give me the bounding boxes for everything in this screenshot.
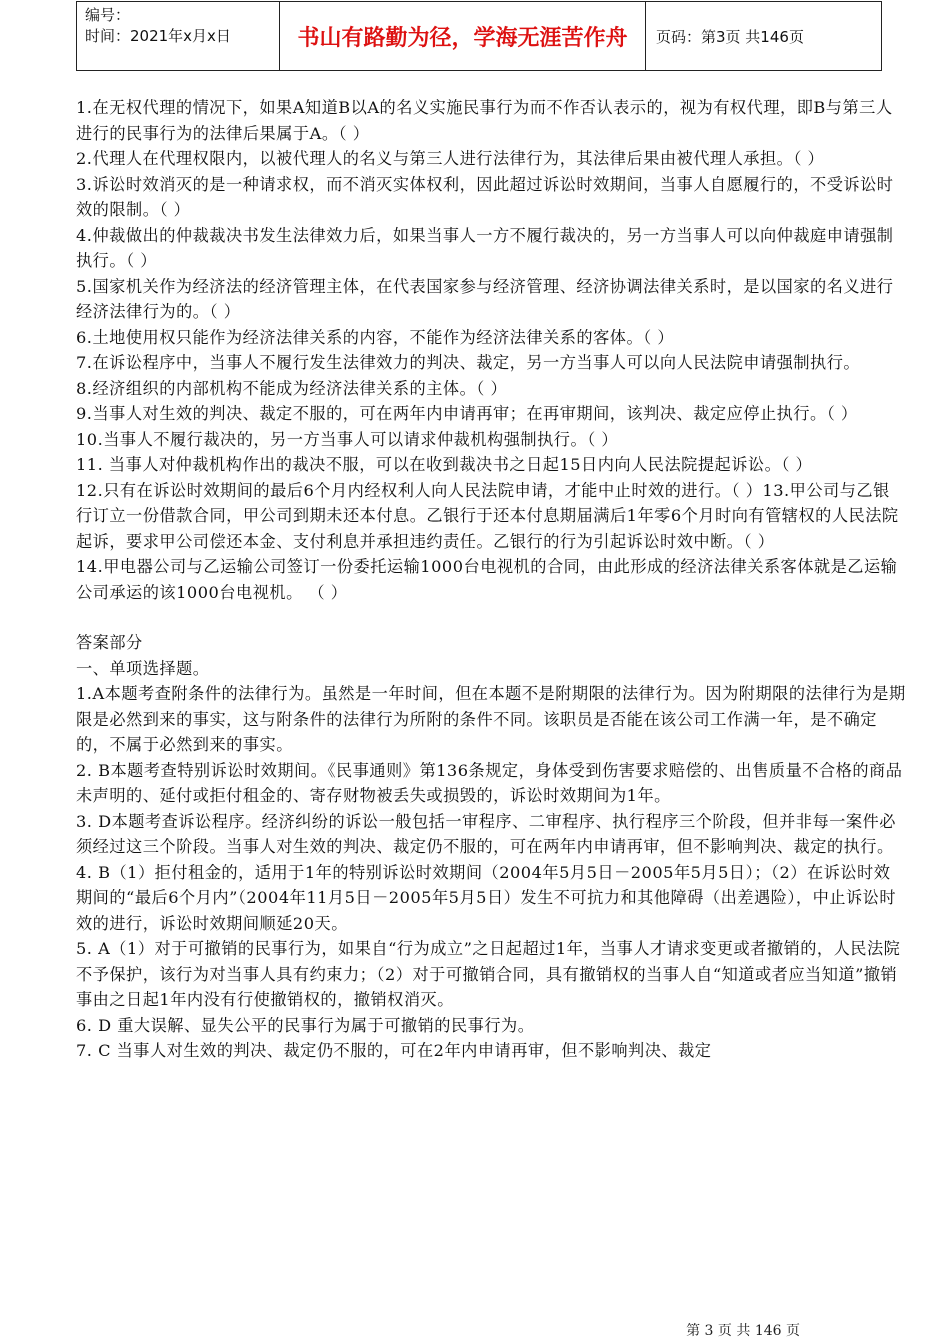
question-10: 10.当事人不履行裁决的，另一方当事人可以请求仲裁机构强制执行。（ ）: [76, 429, 619, 449]
question-11: 11. 当事人对仲裁机构作出的裁决不服，可以在收到裁决书之日起15日内向人民法院提起诉讼。（ ）: [76, 455, 813, 474]
header-page-info: 页码：第3页 共146页: [656, 27, 804, 46]
answer-6: 6. D 重大误解、显失公平的民事行为属于可撤销的民事行为。: [76, 1015, 535, 1035]
answers-title: 答案部分: [76, 633, 143, 652]
document-body: [76, 95, 906, 1064]
page-header: [76, 1, 882, 71]
question-9: 9.当事人对生效的判决、裁定不服的，可在两年内申请再审；在再审期间，该判决、裁定应停止执行。（ ）: [76, 404, 858, 423]
question-7: 7.在诉讼程序中，当事人不履行发生法律效力的判决、裁定，另一方当事人可以向人民法院申请强制执行。: [76, 353, 861, 372]
answer-3: 3. D本题考查诉讼程序。经济纠纷的诉讼一般包括一审程序、二审程序、执行程序三个阶段，但并非每一案件必须经过这三个阶段。当事人对生效的判决、裁定仍不服的，可在两年内申请再审，但不影响判决、裁定的执行。: [76, 811, 896, 856]
header-motto: 书山有路勤为径，学海无涯苦作舟: [280, 2, 646, 70]
question-2: 2.代理人在代理权限内，以被代理人的名义与第三人进行法律行为，其法律后果由被代理人承担。（ ）: [76, 149, 825, 168]
section-gap: [76, 605, 906, 630]
answer-7: 7. C 当事人对生效的判决、裁定仍不服的，可在2年内申请再审，但不影响判决、裁定: [76, 1041, 712, 1060]
answer-4: 4. B（1）拒付租金的，适用于1年的特别诉讼时效期间（2004年5月5日－2005年5月5日）；（2）在诉讼时效期间的“最后6个月内”（2004年11月5日－2005年5月5日）发生不可抗力和其他障碍（出差遇险），中止诉讼时效的进行，诉讼时效期间顺延20天。: [76, 862, 897, 933]
question-6: 6.土地使用权只能作为经济法律关系的内容，不能作为经济法律关系的客体。（ ）: [76, 327, 675, 347]
question-14: 14.甲电器公司与乙运输公司签订一份委托运输1000台电视机的合同，由此形成的经济法律关系客体就是乙运输公司承运的该1000台电视机。 （ ）: [76, 557, 898, 602]
question-4: 4.仲裁做出的仲裁裁决书发生法律效力后，如果当事人一方不履行裁决的，另一方当事人可以向仲裁庭申请强制执行。（ ）: [76, 225, 894, 270]
question-3: 3.诉讼时效消灭的是一种请求权，而不消灭实体权利，因此超过诉讼时效期间，当事人自愿履行的，不受诉讼时效的限制。（ ）: [76, 174, 894, 219]
question-8: 8.经济组织的内部机构不能成为经济法律关系的主体。（ ）: [76, 378, 508, 398]
answer-1: 1.A本题考查附条件的法律行为。虽然是一年时间，但在本题不是附期限的法律行为。因为附期限的法律行为是期限是必然到来的事实，这与附条件的法律行为所附的条件不同。该职员是否能在该公司工作满一年，是不确定的，不属于必然到来的事实。: [76, 684, 906, 754]
date-label: 时间：2021年x月x日: [85, 27, 231, 45]
header-meta: [77, 2, 280, 70]
question-12-13: 12.只有在诉讼时效期间的最后6个月内经权利人向人民法院申请，才能中止时效的进行。（ ）13.甲公司与乙银行订立一份借款合同，甲公司到期未还本付息。乙银行于还本付息期届满后1年零6个月时向有管辖权的人民法院起诉，要求甲公司偿还本金、支付利息并承担违约责任。乙银行的行为引起诉讼时效中断。（ ）: [76, 480, 899, 551]
question-1: 1.在无权代理的情况下，如果A知道B以A的名义实施民事行为而不作否认表示的，视为有权代理，即B与第三人进行的民事行为的法律后果属于A。（ ）: [76, 98, 893, 143]
page-footer: 第 3 页 共 146 页: [686, 1323, 800, 1339]
answers-section-heading: 一、单项选择题。: [76, 658, 210, 678]
question-5: 5.国家机关作为经济法的经济管理主体，在代表国家参与经济管理、经济协调法律关系时，是以国家的名义进行经济法律行为的。（ ）: [76, 276, 894, 321]
answer-5: 5. A（1）对于可撤销的民事行为，如果自“行为成立”之日起超过1年，当事人才请求变更或者撤销的，人民法院不予保护，该行为对当事人具有约束力；（2）对于可撤销合同，具有撤销权的当事人自“知道或者应当知道”撤销事由之日起1年内没有行使撤销权的，撤销权消灭。: [76, 939, 901, 1009]
answer-2: 2. B本题考查特别诉讼时效期间。《民事通则》第136条规定，身体受到伤害要求赔偿的、出售质量不合格的商品未声明的、延付或拒付租金的、寄存财物被丢失或损毁的，诉讼时效期间为1年。: [76, 760, 903, 805]
doc-number-label: 编号：: [85, 6, 131, 24]
